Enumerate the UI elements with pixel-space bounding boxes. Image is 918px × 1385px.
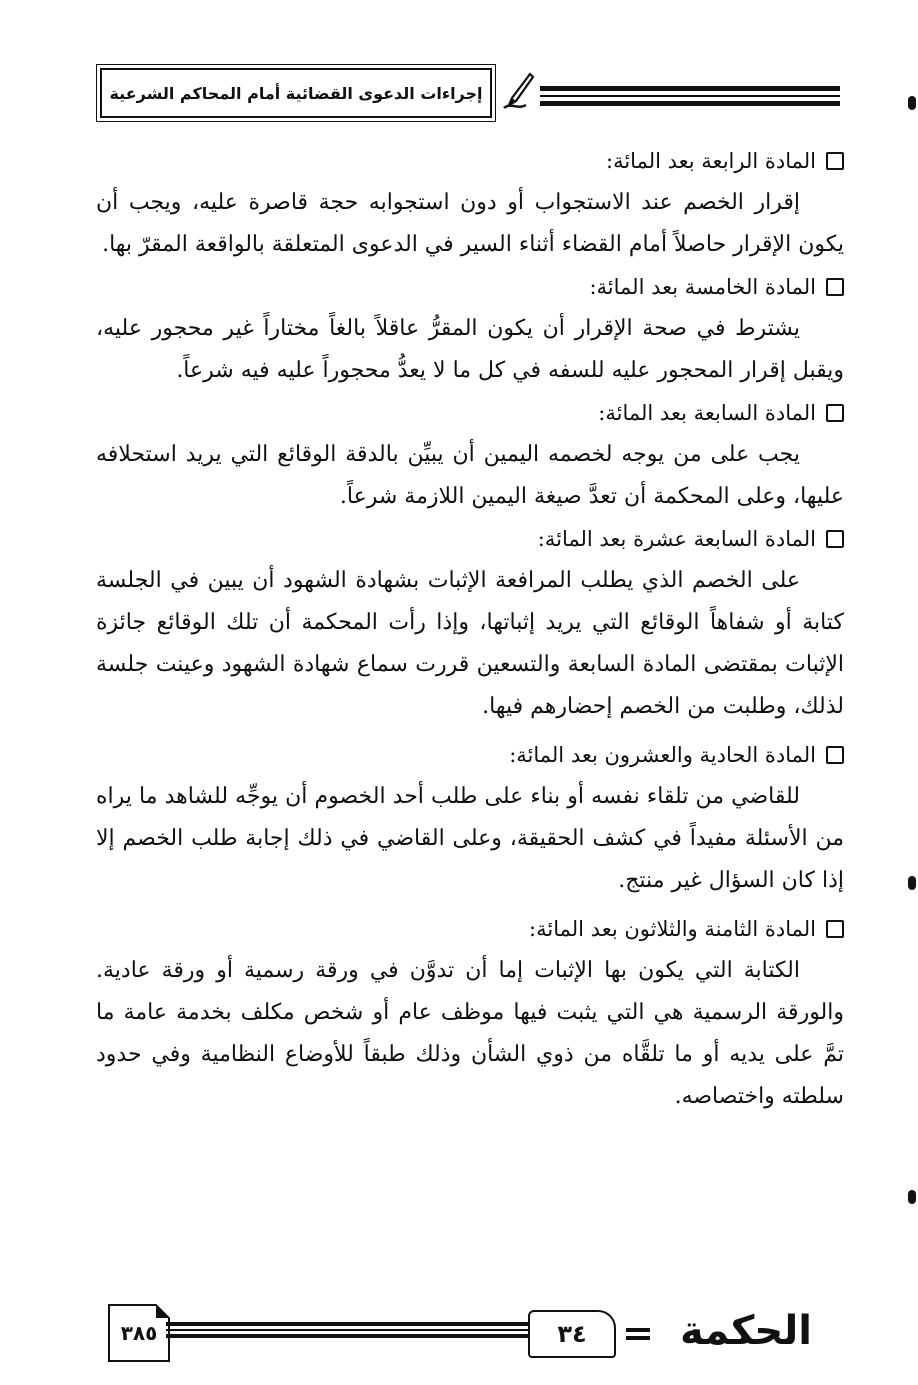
article-heading [96,140,844,182]
article [96,392,844,518]
article-text: يجب على من يوجه لخصمه اليمين أن يبيِّن بالدقة الوقائع التي يريد استحلافه عليها، وعلى المحكمة أن تعدَّ صيغة اليمين اللازمة شرعاً. [96,442,844,509]
article-heading-text: المادة السابعة عشرة بعد المائة: [537,527,816,551]
pen-icon [500,72,536,112]
article [96,908,844,1118]
article-heading-text: المادة السابعة بعد المائة: [598,401,816,425]
page-number: ٣٨٥ [108,1304,170,1362]
article-heading [96,266,844,308]
page-edge-mark [908,1190,916,1204]
article [96,734,844,902]
checkbox-bullet-icon [826,530,844,548]
checkbox-bullet-icon [826,278,844,296]
article [96,140,844,266]
page-footer [90,1300,830,1366]
article-text: يشترط في صحة الإقرار أن يكون المقرُّ عاقلاً بالغاً مختاراً غير محجور عليه، ويقبل إقرار المحجور عليه للسفه في كل ما لا يعدُّ محجوراً عليه فيه شرعاً. [96,316,844,383]
article-heading-text: المادة الخامسة بعد المائة: [589,275,816,299]
article-heading [96,392,844,434]
footer-rule [166,1322,528,1338]
header-rule [540,86,840,106]
page-edge-mark [908,876,916,890]
article-heading-text: المادة الحادية والعشرون بعد المائة: [509,743,816,767]
running-header [100,68,842,118]
article [96,266,844,392]
journal-logo: الحكمة [680,1308,812,1354]
checkbox-bullet-icon [826,152,844,170]
issue-number: ٣٤ [528,1310,616,1358]
article-text: إقرار الخصم عند الاستجواب أو دون استجوابه حجة قاصرة عليه، ويجب أن يكون الإقرار حاصلاً أمام القضاء أثناء السير في الدعوى المتعلقة بالواقعة المقرّ بها. [96,190,844,257]
article-text: على الخصم الذي يطلب المرافعة الإثبات بشهادة الشهود أن يبين في الجلسة كتابة أو شفاهاً الوقائع التي يريد إثباتها، وإذا رأت المحكمة أن تلك الوقائع جائزة الإثبات بمقتضى المادة السابعة والتسعين قررت سماع شهادة الشهود وعينت جلسة لذلك، وطلبت من الخصم إحضارهم فيها. [96,568,844,719]
article-text: الكتابة التي يكون بها الإثبات إما أن تدوَّن في ورقة رسمية أو ورقة عادية. والورقة الرسمية هي التي يثبت فيها موظف عام أو شخص مكلف بخدمة عامة ما تمَّ على يديه أو ما تلقَّاه من ذوي الشأن وذلك طبقاً للأوضاع النظامية وفي حدود سلطته واختصاصه. [96,958,844,1109]
checkbox-bullet-icon [826,746,844,764]
article-heading [96,908,844,950]
checkbox-bullet-icon [826,920,844,938]
article-text: للقاضي من تلقاء نفسه أو بناء على طلب أحد الخصوم أن يوجِّه للشاهد ما يراه من الأسئلة مفيداً في كشف الحقيقة، وعلى القاضي في ذلك إجابة طلب الخصم إلا إذا كان السؤال غير منتج. [96,784,844,893]
checkbox-bullet-icon [826,404,844,422]
main-content [96,140,844,1118]
article-heading-text: المادة الرابعة بعد المائة: [606,149,816,173]
article-heading-text: المادة الثامنة والثلاثون بعد المائة: [529,917,816,941]
article-heading [96,734,844,776]
article [96,518,844,728]
header-title: إجراءات الدعوى القضائية أمام المحاكم الشرعية [100,68,492,118]
page-edge-mark [908,96,916,110]
footer-separator [626,1328,650,1344]
article-heading [96,518,844,560]
